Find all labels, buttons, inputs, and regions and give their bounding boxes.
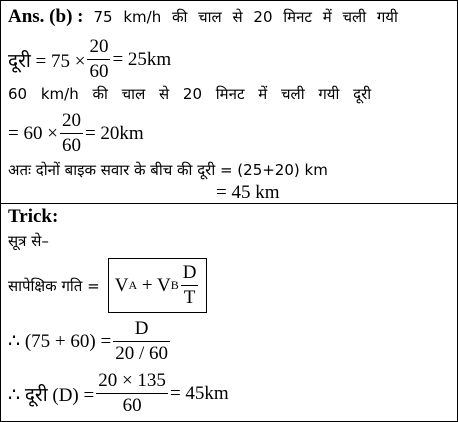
answer-line-2-rhs: = 25km xyxy=(112,48,172,70)
fraction-bar xyxy=(87,59,110,60)
relative-speed-label: सापेक्षिक गति = xyxy=(8,276,100,295)
fraction-bar xyxy=(113,341,170,342)
fraction-denominator: 60 xyxy=(61,135,81,156)
trick-sutra-text: सूत्र से– xyxy=(8,232,49,250)
fraction-numerator: 20 xyxy=(61,110,81,131)
answer-line-2 xyxy=(8,36,171,83)
answer-line-5-text: अतः दोनों बाइक सवार के बीच की दूरी = (25+20) km xyxy=(8,161,328,179)
section-divider xyxy=(0,203,458,204)
fraction-distance xyxy=(96,370,168,417)
fraction-numerator: D xyxy=(182,262,197,283)
trick-step-2-rhs: = 45km xyxy=(169,382,229,404)
fraction-d-over-time xyxy=(113,318,170,365)
fraction-20-60-a xyxy=(87,36,110,83)
trick-step-2-lhs: ∴ दूरी (D) = xyxy=(8,384,95,406)
fraction-bar xyxy=(96,393,168,394)
fraction-numerator: 20 xyxy=(89,36,109,57)
answer-line-3-text: 60 km/h की चाल से 20 मिनट में चली गयी दूरी xyxy=(8,85,372,103)
answer-line-4-rhs: = 20km xyxy=(84,122,144,144)
fraction-bar xyxy=(60,133,83,134)
fraction-numerator: 20 × 135 xyxy=(98,370,166,391)
fraction-denominator: 20 / 60 xyxy=(115,343,168,364)
fraction-denominator: T xyxy=(183,287,196,308)
formula-va: V xyxy=(114,274,129,296)
fraction-bar xyxy=(181,285,199,286)
fraction-20-60-b xyxy=(60,110,83,157)
answer-label: Ans. (b) : xyxy=(8,6,84,27)
fraction-denominator: 60 xyxy=(122,395,142,416)
answer-line-3 xyxy=(8,84,371,104)
trick-heading-text: Trick: xyxy=(8,206,59,227)
relative-speed-line xyxy=(8,258,207,313)
answer-line-1-text: 75 km/h की चाल से 20 मिनट में चली गयी xyxy=(93,8,398,26)
trick-step-2 xyxy=(8,370,229,417)
fraction-denominator: 60 xyxy=(89,61,109,82)
fraction-numerator: D xyxy=(134,318,149,339)
answer-line-4-lhs: = 60 × xyxy=(8,122,58,144)
trick-sutra xyxy=(8,231,49,251)
answer-line-5 xyxy=(8,160,328,180)
formula-box xyxy=(108,258,208,313)
answer-line-4 xyxy=(8,110,144,157)
trick-step-1-lhs: ∴ (75 + 60) = xyxy=(8,331,112,352)
trick-step-1 xyxy=(8,318,172,365)
fraction-d-t xyxy=(181,262,199,309)
trick-heading xyxy=(8,206,58,228)
answer-line-1 xyxy=(8,6,398,28)
answer-line-6-text: = 45 km xyxy=(216,182,280,203)
formula-sub-b: B xyxy=(170,278,179,292)
answer-line-6 xyxy=(216,182,280,204)
answer-line-2-lhs: दूरी = 75 × xyxy=(8,50,86,72)
formula-plus-vb: + V xyxy=(137,274,171,296)
formula-sub-a: A xyxy=(128,278,138,292)
